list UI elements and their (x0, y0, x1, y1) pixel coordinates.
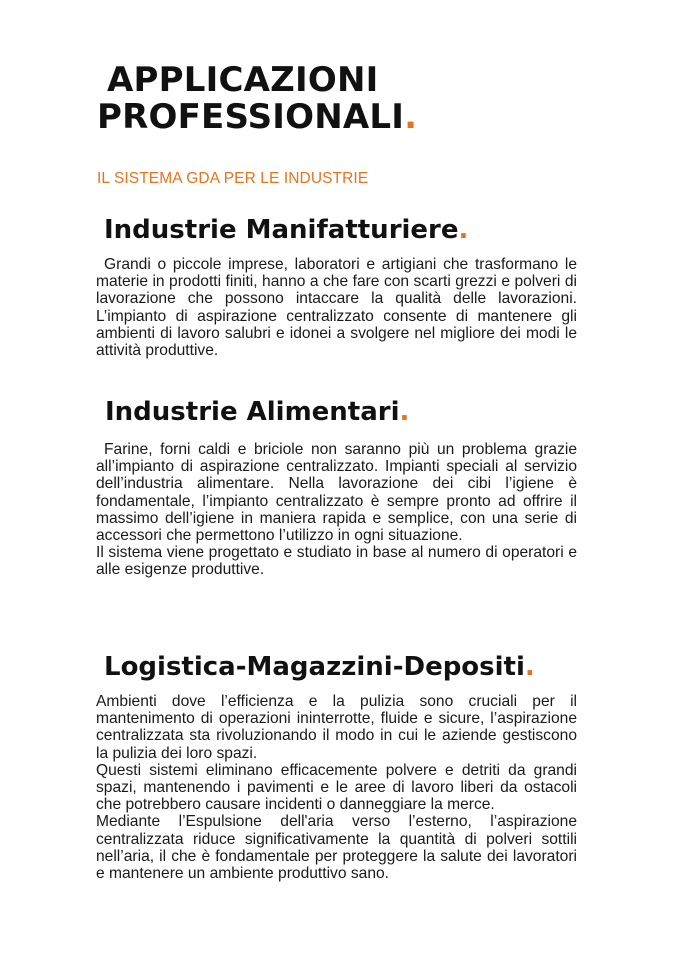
heading-accent-dot: . (399, 397, 410, 427)
paragraph: Il sistema viene progettato e studiato in base al numero di operatori e alle esigenze produttive. (96, 544, 577, 579)
paragraph: Mediante l’Espulsione dell'aria verso l’esterno, l’aspirazione centralizzata riduce significativamente la quantità di polveri sottili nell’aria, il che è fondamentale per proteggere la salute dei lavoratori e mantenere un ambiente produttivo sano. (96, 813, 577, 883)
section-heading-text: Industrie Manifatturiere (104, 215, 459, 245)
section-heading-text: Industrie Alimentari (105, 397, 400, 427)
page-title-line-1: APPLICAZIONI (107, 60, 379, 100)
heading-accent-dot: . (524, 652, 535, 682)
heading-accent-dot: . (458, 215, 469, 245)
section-body-manifatturiere (96, 256, 577, 359)
section-body-alimentari (96, 441, 577, 579)
section-heading-text: Logistica-Magazzini-Depositi (104, 652, 525, 682)
section-body-logistica (96, 693, 577, 882)
page-subtitle: IL SISTEMA GDA PER LE INDUSTRIE (97, 170, 369, 187)
paragraph: Grandi o piccole imprese, laboratori e artigiani che trasformano le materie in prodotti finiti, hanno a che fare con scarti grezzi e polveri di lavorazione che possono intaccare la qualità delle lavorazioni. L’impianto di aspirazione centralizzato consente di mantenere gli ambienti di lavoro salubri e idonei a svolgere nel migliore dei modi le attività produttive. (96, 256, 577, 360)
page-title-line-2 (97, 99, 417, 136)
page-title-line-2-text: PROFESSIONALI (97, 97, 405, 137)
section-heading-logistica (104, 652, 535, 682)
page-title (97, 62, 417, 136)
paragraph: Farine, forni caldi e briciole non saranno più un problema grazie all’impianto di aspirazione centralizzato. Impianti speciali al servizio dell’industria alimentare. Nella lavorazione dei cibi l’igiene è fondamentale, l’impianto centralizzato è sempre pronto ad offrire il massimo dell’igiene in maniera rapida e semplice, con una serie di accessori che permettono l’utilizzo in ogni situazione. (96, 441, 577, 545)
section-heading-manifatturiere (104, 215, 468, 245)
paragraph: Ambienti dove l’efficienza e la pulizia sono cruciali per il mantenimento di operazioni ininterrotte, fluide e sicure, l’aspirazione centralizzata sta rivoluzionando il modo in cui le aziende gestiscono la pulizia dei loro spazi. (96, 693, 577, 762)
title-accent-dot: . (404, 97, 418, 137)
section-heading-alimentari (105, 397, 409, 427)
paragraph: Questi sistemi eliminano efficacemente polvere e detriti da grandi spazi, mantenendo i pavimenti e le aree di lavoro liberi da ostacoli che potrebbero causare incidenti o danneggiare la merce. (96, 761, 577, 814)
